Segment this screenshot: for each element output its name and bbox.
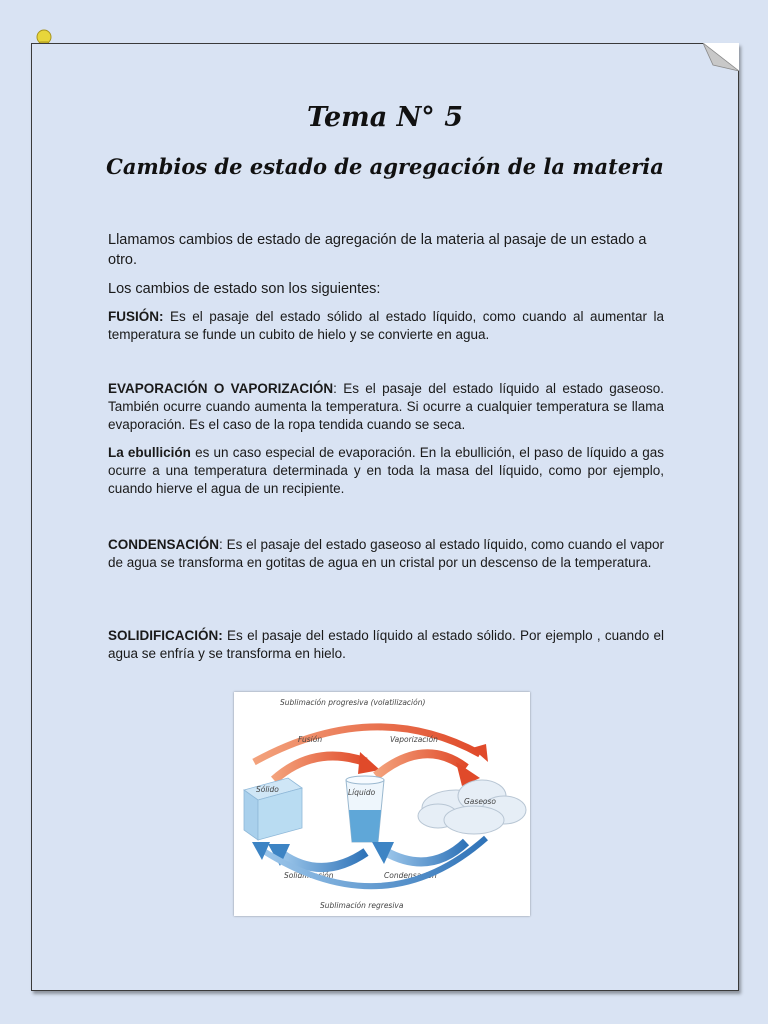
evaporation-text: : Es el pasaje del estado líquido al estado gaseoso. También ocurre cuando aumenta la temperatura. Si ocurre a cualquier temperatura se llama evaporación. Es el caso de la ropa tendida cuando se seca. xyxy=(108,381,664,432)
term-evaporation: EVAPORACIÓN O VAPORIZACIÓN xyxy=(108,381,334,396)
label-vaporizacion: Vaporización xyxy=(390,735,438,744)
water-glass-icon xyxy=(346,776,384,842)
evaporation-paragraph xyxy=(108,380,664,434)
page-curl-icon xyxy=(703,43,739,71)
arrow-vaporizacion xyxy=(376,754,466,776)
label-fusion: Fusión xyxy=(298,735,323,744)
term-fusion: FUSIÓN: xyxy=(108,309,164,324)
boiling-text: es un caso especial de evaporación. En la ebullición, el paso de líquido a gas ocurre a una temperatura determinada y en toda la masa del líquido, como por ejemplo, cuando hierve el agua de un recipiente. xyxy=(108,445,665,496)
intro-paragraph: Llamamos cambios de estado de agregación de la materia al pasaje de un estado a otro. xyxy=(108,232,647,268)
label-gaseoso: Gaseoso xyxy=(464,797,497,806)
intro-list-lead: Los cambios de estado son los siguientes: xyxy=(108,281,381,297)
label-solido: Sólido xyxy=(256,785,279,794)
solidification-paragraph xyxy=(108,627,664,663)
label-condensacion: Condensación xyxy=(384,871,437,880)
fusion-text: Es el pasaje del estado sólido al estado líquido, como cuando al aumentar la temperatura se funde un cubito de hielo y se convierte en agua. xyxy=(108,309,664,342)
arrow-fusion xyxy=(274,756,366,780)
label-solidificacion: Solidificación xyxy=(284,871,334,880)
page-subtitle: Cambios de estado de agregación de la materia xyxy=(106,154,664,179)
document-page xyxy=(31,43,739,991)
boiling-paragraph xyxy=(108,444,664,498)
condensation-text: : Es el pasaje del estado gaseoso al estado líquido, como cuando el vapor de agua se transforma en gotitas de agua en un cristal por un descenso de la temperatura. xyxy=(108,537,664,570)
label-liquido: Líquido xyxy=(348,788,376,797)
condensation-paragraph xyxy=(108,536,664,572)
cloud-icon xyxy=(418,780,526,834)
term-condensation: CONDENSACIÓN xyxy=(108,537,220,552)
fusion-paragraph xyxy=(108,308,664,344)
term-boiling: La ebullición xyxy=(108,445,191,460)
term-solidification: SOLIDIFICACIÓN: xyxy=(108,628,223,643)
page-title: Tema N° 5 xyxy=(306,102,463,133)
label-sublimacion-regresiva: Sublimación regresiva xyxy=(320,901,404,910)
label-sublimacion-progresiva: Sublimación progresiva (volatilización) xyxy=(280,698,426,707)
solidification-text: Es el pasaje del estado líquido al estado sólido. Por ejemplo , cuando el agua se enfría y se transforma en hielo. xyxy=(108,628,664,661)
states-diagram xyxy=(234,692,530,916)
